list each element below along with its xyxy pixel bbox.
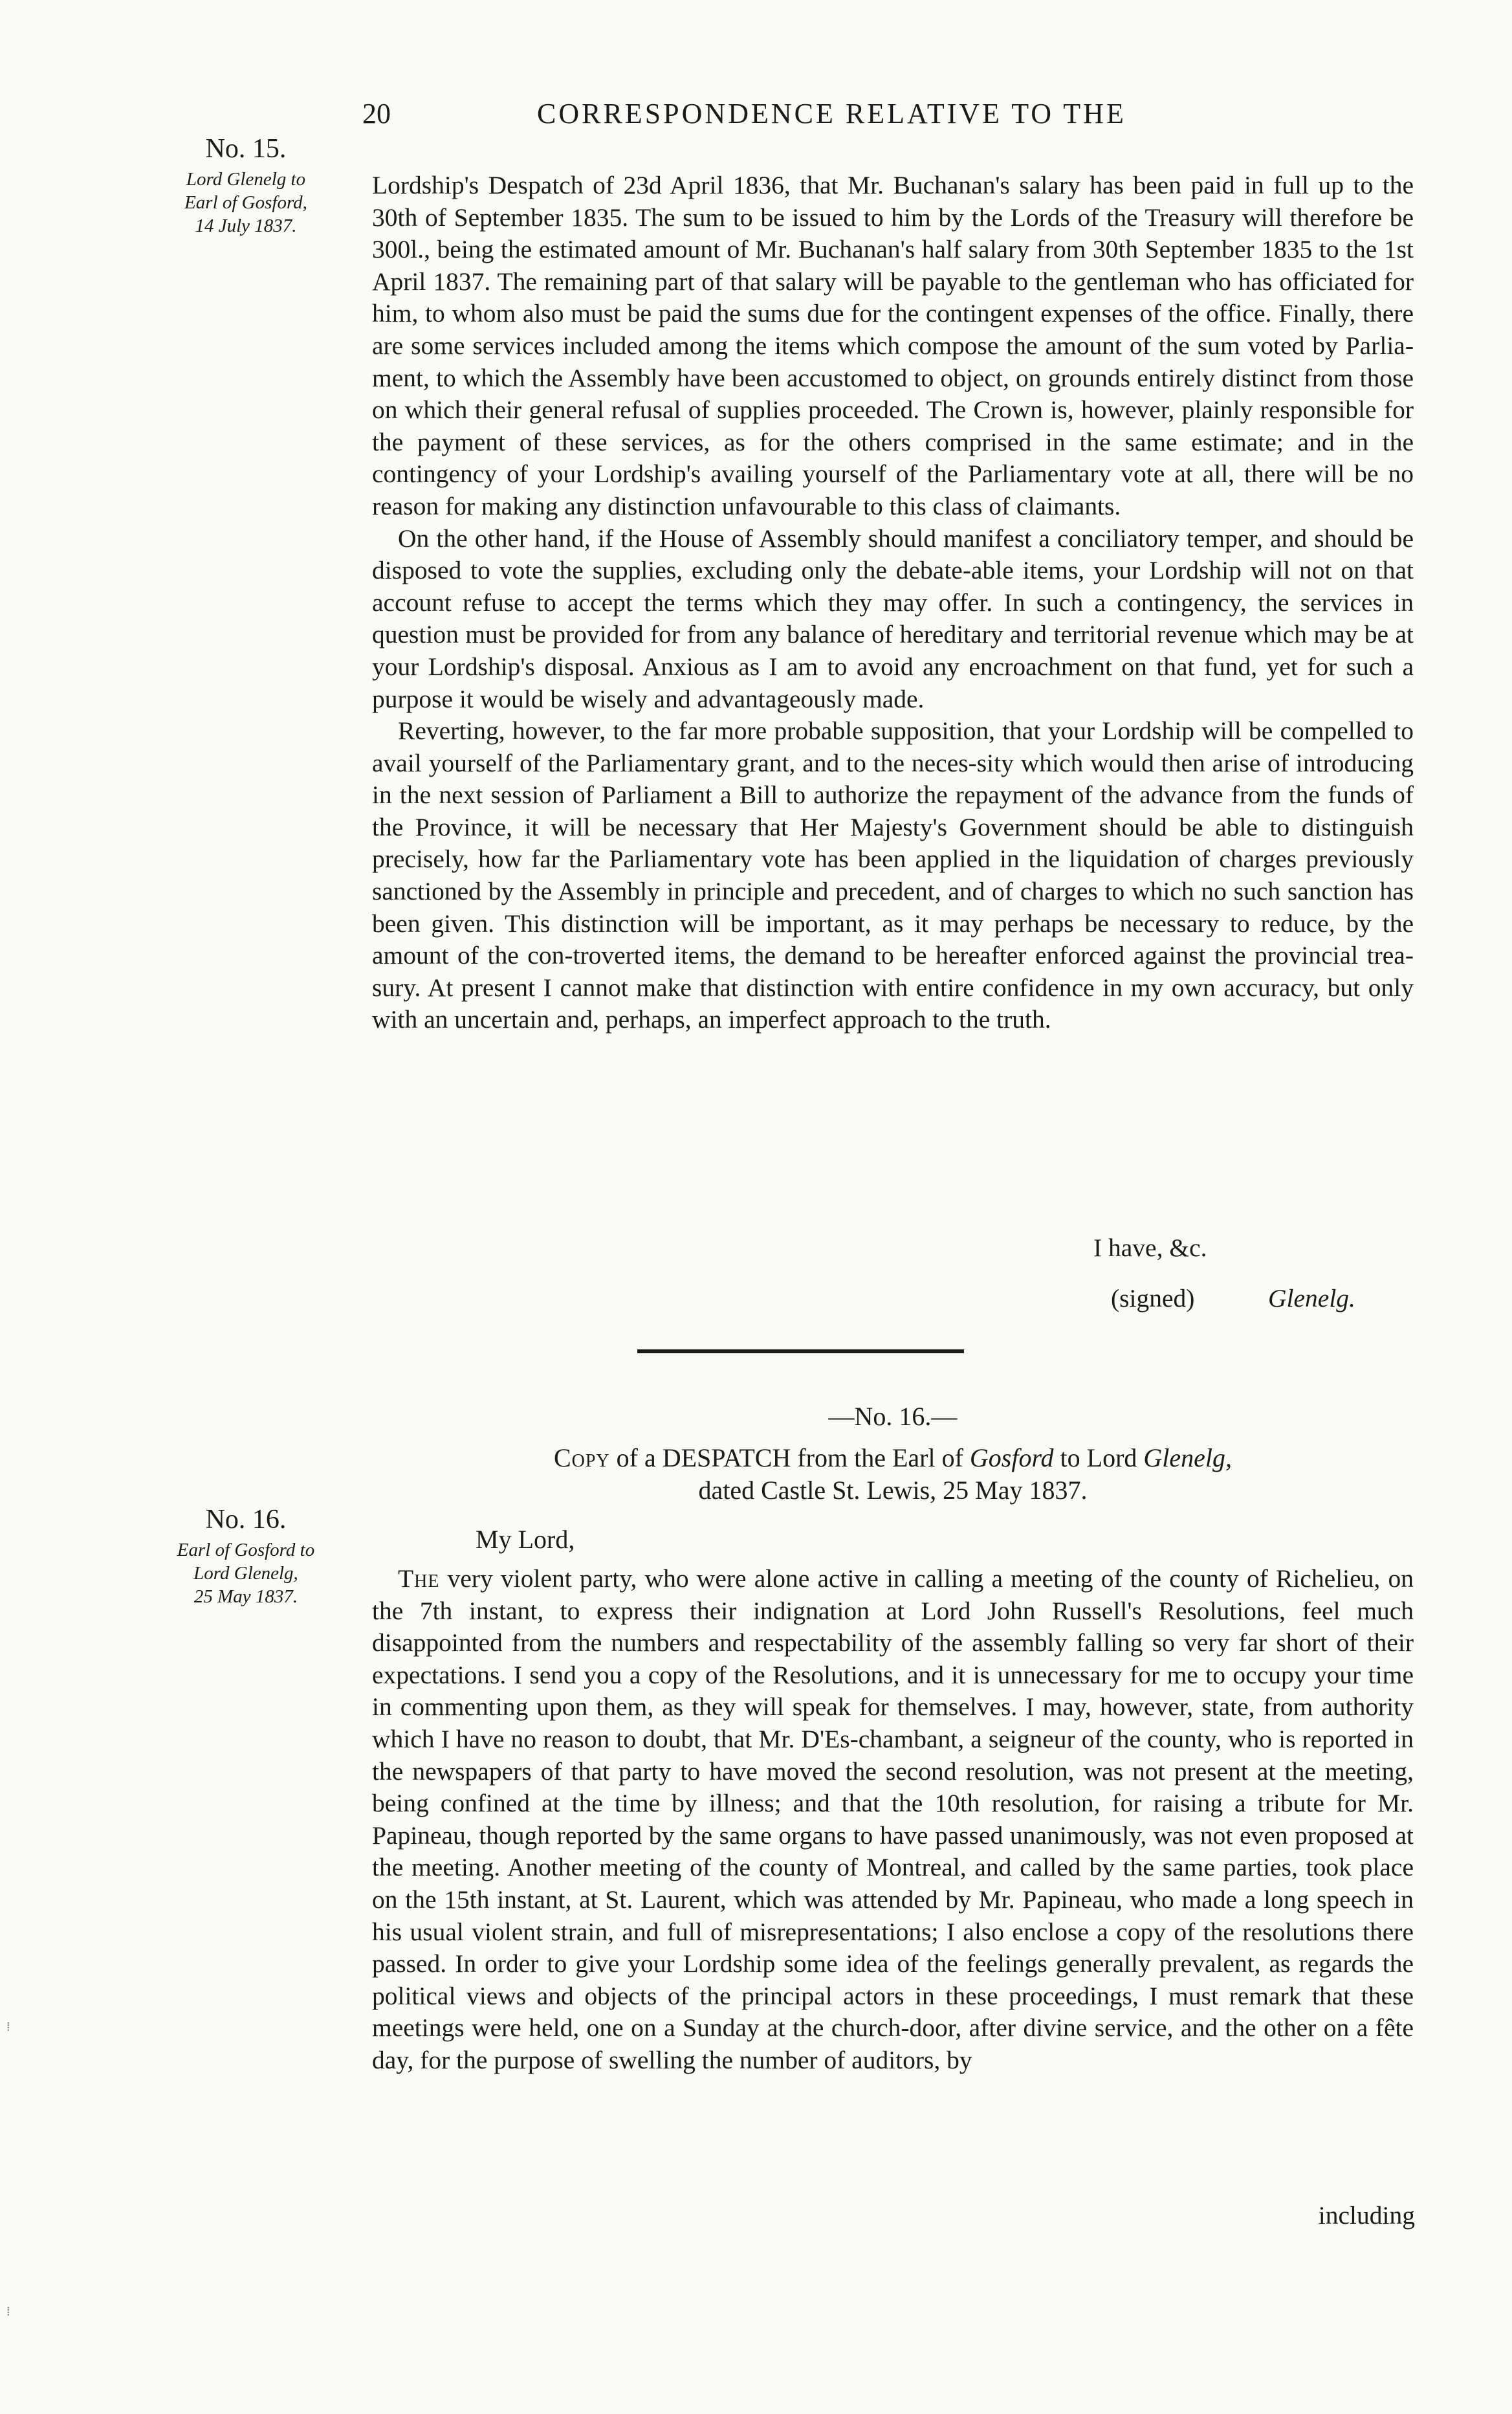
paragraph: On the other hand, if the House of Assembly should manifest a conciliatory temper, and should be disposed to vote the supplies, excluding only the debate-able items, your Lordship will not on that account refuse to accept the terms which they may offer. In such a contingency, the services in question must be provided for from any balance of hereditary and territorial revenue which may be at your Lordship's disposal. Anxious as I am to avoid any encroachment on that fund, yet for such a purpose it would be wisely and advantageously made.	[372, 524, 1414, 713]
heading-line-2: dated Castle St. Lewis, 25 May 1837.	[698, 1476, 1088, 1505]
margin-note-number: No. 15.	[205, 134, 287, 164]
despatch-16-body	[372, 1563, 1414, 2077]
salutation: My Lord,	[476, 1525, 575, 1554]
running-title: CORRESPONDENCE RELATIVE TO THE	[537, 98, 1126, 129]
margin-note-number: No. 16.	[205, 1505, 287, 1534]
paragraph: Lordship's Despatch of 23d April 1836, that Mr. Buchanan's salary has been paid in full up to the 30th of September 1835. The sum to be issued to him by the Lords of the Treasury will therefore be 300l., being the estimated amount of Mr. Buchanan's half salary from 30th September 1835 to the 1st April 1837. The remaining part of that salary will be payable to the gentleman who has officiated for him, to whom also must be paid the sums due for the contingent expenses of the office. Finally, there are some services included among the items which compose the amount of the sum voted by Parlia-ment, to which the Assembly have been accustomed to object, on grounds entirely distinct from those on which their general refusal of supplies proceeded. The Crown is, however, plainly responsible for the payment of these services, as for the others comprised in the same estimate; and in the contingency of your Lordship's availing yourself of the Parliamentary vote at all, there will be no reason for making any distinction unfavourable to this class of claimants.	[372, 171, 1414, 520]
margin-note-line: Lord Glenelg to	[186, 169, 306, 190]
margin-note-line: 25 May 1837.	[193, 1586, 298, 1607]
scan-edge-mark: ⁞	[6, 2305, 10, 2319]
signed-label: (signed)	[1111, 1284, 1195, 1312]
heading-text: to Lord	[1053, 1443, 1144, 1472]
margin-note-line: Lord Glenelg,	[193, 1563, 298, 1584]
paragraph-text: very violent party, who were alone active in calling a meeting of the county of Richelieu, on the 7th instant, to express their indignation at Lord John Russell's Resolutions, feel much disappointed from the numbers and respectability of the assembly falling so very far short of their expectations. I send you a copy of the Resolutions, and it is unnecessary for me to occupy your time in commenting upon them, as they will speak for themselves. I may, however, state, from authority which I have no reason to doubt, that Mr. D'Es-chambant, a seigneur of the county, who is reported in the newspapers of that party to have moved the second resolution, was not present at the meeting, being confined at the time by illness; and that the 10th resolution, for raising a tribute for Mr. Papineau, though reported by the same organs to have passed unanimously, was not even proposed at the meeting. Another meeting of the county of Montreal, and called by the same parties, took place on the 15th instant, at St. Laurent, which was attended by Mr. Papineau, who made a long speech in his usual violent strain, and full of misrepresentations; I also enclose a copy of the resolutions there passed. In order to give your Lordship some idea of the feelings generally prevalent, as regards the political views and objects of the principal actors in these proceedings, I must remark that these meetings were held, one on a Sunday at the church-door, after divine service, and the other on a fête day, for the purpose of swelling the number of auditors, by	[372, 1564, 1414, 2074]
signature: Glenelg.	[1268, 1284, 1355, 1312]
heading-text: of a DESPATCH from the Earl of	[609, 1443, 970, 1472]
paragraph-lead: The	[398, 1564, 440, 1593]
heading-glenelg: Glenelg,	[1143, 1443, 1233, 1472]
catchword: including	[1318, 2201, 1415, 2230]
heading-line-1	[372, 1442, 1414, 1474]
running-header	[362, 97, 1410, 136]
heading-gosford: Gosford	[969, 1443, 1054, 1472]
closing-formula: I have, &c.	[1093, 1234, 1207, 1262]
margin-note-line: 14 July 1837.	[195, 216, 297, 236]
page-number: 20	[362, 98, 391, 129]
despatch-15-body	[372, 170, 1414, 1036]
despatch-16-heading	[372, 1442, 1414, 1507]
margin-note-line: Earl of Gosford,	[184, 192, 307, 213]
margin-note-16	[152, 1503, 340, 1608]
scan-edge-mark: ⁞	[6, 2020, 10, 2034]
document-number: —No. 16.—	[828, 1402, 958, 1431]
paragraph: Reverting, however, to the far more probable supposition, that your Lordship will be compelled to avail yourself of the Parliamentary grant, and to the neces-sity which would then arise of introducing in the next session of Parliament a Bill to authorize the repayment of the advance from the funds of the Province, it will be necessary that Her Majesty's Government should be able to distinguish precisely, how far the Parliamentary vote has been applied in the liquidation of charges previously sanctioned by the Assembly in principle and precedent, and of charges to which no such sanction has been given. This distinction will be important, as it may perhaps be necessary to reduce, by the amount of the con-troverted items, the demand to be hereafter enforced against the provincial trea-sury. At present I cannot make that distinction with entire confidence in my own accuracy, but only with an uncertain and, perhaps, an imperfect approach to the truth.	[372, 716, 1414, 1034]
heading-copy: Copy	[553, 1443, 610, 1472]
separator-rule	[637, 1349, 964, 1353]
paragraph	[372, 1563, 1414, 2077]
margin-note-15	[152, 133, 340, 238]
margin-note-line: Earl of Gosford to	[177, 1540, 315, 1560]
